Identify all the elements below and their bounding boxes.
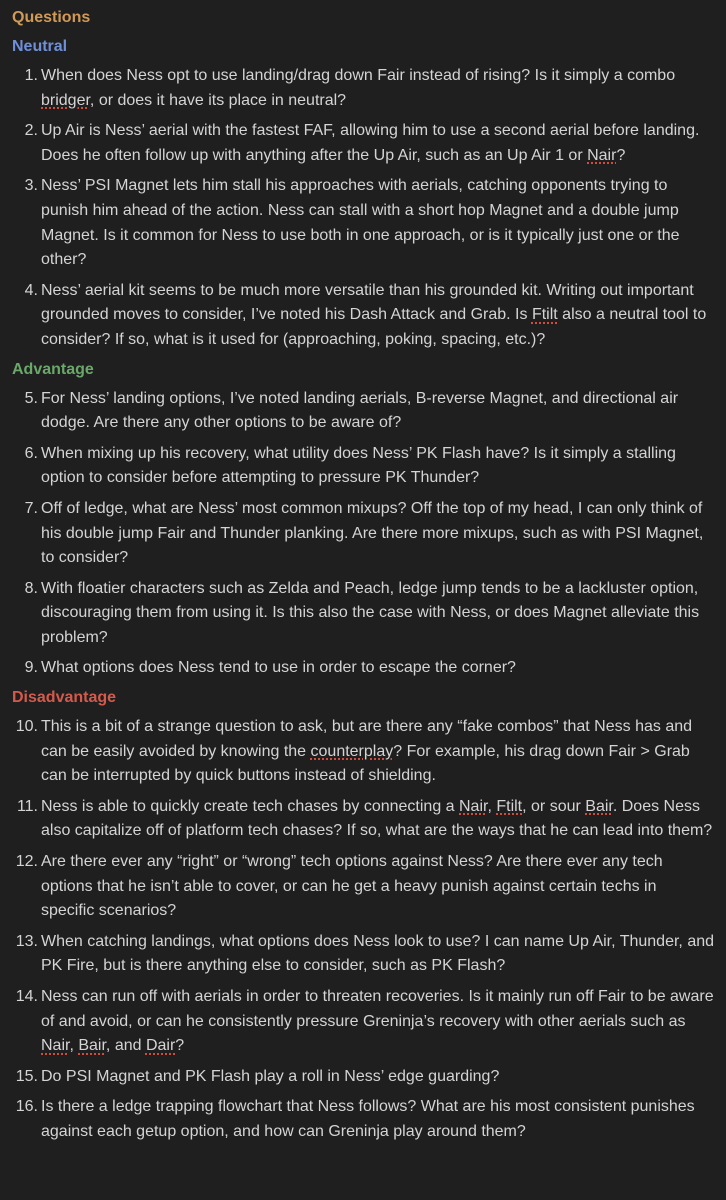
question-number: 14.	[15, 988, 38, 1005]
question-item	[12, 119, 714, 168]
section-disadvantage	[12, 687, 714, 1145]
section-neutral	[12, 36, 714, 353]
question-text: For Ness’ landing options, I’ve noted landing aerials, B-reverse Magnet, and directional air dodge. Are there any other options to be aware of?	[41, 389, 679, 432]
question-item	[12, 279, 714, 353]
question-text: Do PSI Magnet and PK Flash play a roll in Ness’ edge guarding?	[41, 1067, 500, 1085]
section-heading-disadvantage: Disadvantage	[12, 689, 117, 707]
question-text: Is there a ledge trapping flowchart that Ness follows? What are his most consistent punishes against each getup option, and how can Greninja play around them?	[41, 1098, 695, 1140]
question-item	[12, 174, 714, 272]
question-text: Up Air is Ness’ aerial with the fastest FAF, allowing him to use a second aerial before landing. Does he often follow up with anything after the Up Air, such as an Up Air 1 or Nair?	[41, 122, 700, 164]
question-item	[12, 442, 714, 491]
question-number: 11.	[16, 797, 38, 815]
question-number: 6.	[24, 444, 38, 462]
question-number: 15.	[15, 1067, 38, 1085]
question-number: 12.	[15, 853, 38, 871]
question-text: Are there ever any “right” or “wrong” tech options against Ness? Are there ever any tech options that he isn’t able to cover, or can he get a heavy punish against certain techs in specific scenarios?	[41, 853, 663, 920]
question-item	[12, 715, 714, 789]
question-text: With floatier characters such as Zelda and Peach, ledge jump tends to be a lackluster option, discouraging them from using it. Is this also the case with Ness, or does Magnet alleviate this problem?	[41, 579, 700, 646]
question-text: When catching landings, what options does Ness look to use? I can name Up Air, Thunder, and PK Fire, but is there anything else to consider, such as PK Flash?	[41, 932, 715, 975]
question-text: Ness’ aerial kit seems to be much more versatile than his grounded kit. Writing out important grounded moves to consider, I’ve noted his Dash Attack and Grab. Is Ftilt also a neutral tool to consider? If so, what is it used for (approaching, poking, spacing, etc.)?	[41, 281, 707, 348]
question-number: 10.	[15, 718, 38, 736]
question-number: 3.	[24, 177, 38, 195]
question-text: Ness can run off with aerials in order to threaten recoveries. Is it mainly run off Fair to be aware of and avoid, or can he consistently pressure Greninja’s recovery with other aerials such as Nair, Bair, and Dair?	[41, 988, 714, 1055]
question-number: 4.	[24, 281, 38, 299]
question-number: 8.	[24, 579, 38, 597]
section-advantage	[12, 359, 714, 682]
question-item	[12, 64, 714, 113]
question-item	[12, 497, 714, 571]
question-list-advantage	[12, 387, 714, 682]
question-number: 5.	[24, 389, 38, 407]
section-heading-advantage: Advantage	[12, 360, 94, 378]
question-text: This is a bit of a strange question to ask, but are there any “fake combos” that Ness has and can be easily avoided by knowing the counterplay? For example, his drag down Fair > Grab can be interrupted by quick buttons instead of shielding.	[41, 718, 693, 785]
page-title: Questions	[12, 9, 91, 26]
question-number: 2.	[24, 122, 38, 140]
question-text: Ness’ PSI Magnet lets him stall his approaches with aerials, catching opponents trying to punish him ahead of the action. Ness can stall with a short hop Magnet and a double jump Magnet. Is it common for Ness to use both in one approach, or is it typically just one or the other?	[41, 177, 680, 269]
question-item	[12, 656, 714, 681]
question-item	[12, 1065, 714, 1090]
question-text: Off of ledge, what are Ness’ most common mixups? Off the top of my head, I can only think of his double jump Fair and Thunder planking. Are there more mixups, such as with PSI Magnet, to consider?	[41, 499, 704, 567]
question-text: What options does Ness tend to use in order to escape the corner?	[41, 659, 516, 677]
question-item	[12, 850, 714, 924]
question-number: 7.	[24, 499, 38, 517]
question-item	[12, 795, 714, 844]
question-item	[12, 577, 714, 651]
section-heading-neutral: Neutral	[12, 38, 68, 55]
question-item	[12, 985, 714, 1059]
question-text: When mixing up his recovery, what utility does Ness’ PK Flash have? Is it simply a stalling option to consider before attempting to pressure PK Thunder?	[41, 444, 676, 487]
question-text: Ness is able to quickly create tech chases by connecting a Nair, Ftilt, or sour Bair. Does Ness also capitalize off of platform tech chases? If so, what are the ways that he can lead into them?	[41, 797, 713, 840]
question-item	[12, 930, 714, 979]
question-item	[12, 1095, 714, 1144]
question-number: 16.	[15, 1098, 38, 1116]
question-number: 13.	[15, 932, 38, 950]
question-list-neutral	[12, 64, 714, 353]
question-list-disadvantage	[12, 715, 714, 1145]
question-text: When does Ness opt to use landing/drag down Fair instead of rising? Is it simply a combo bridger, or does it have its place in neutral?	[41, 67, 676, 109]
question-number: 1.	[24, 67, 38, 84]
question-number: 9.	[24, 659, 38, 677]
question-item	[12, 387, 714, 436]
